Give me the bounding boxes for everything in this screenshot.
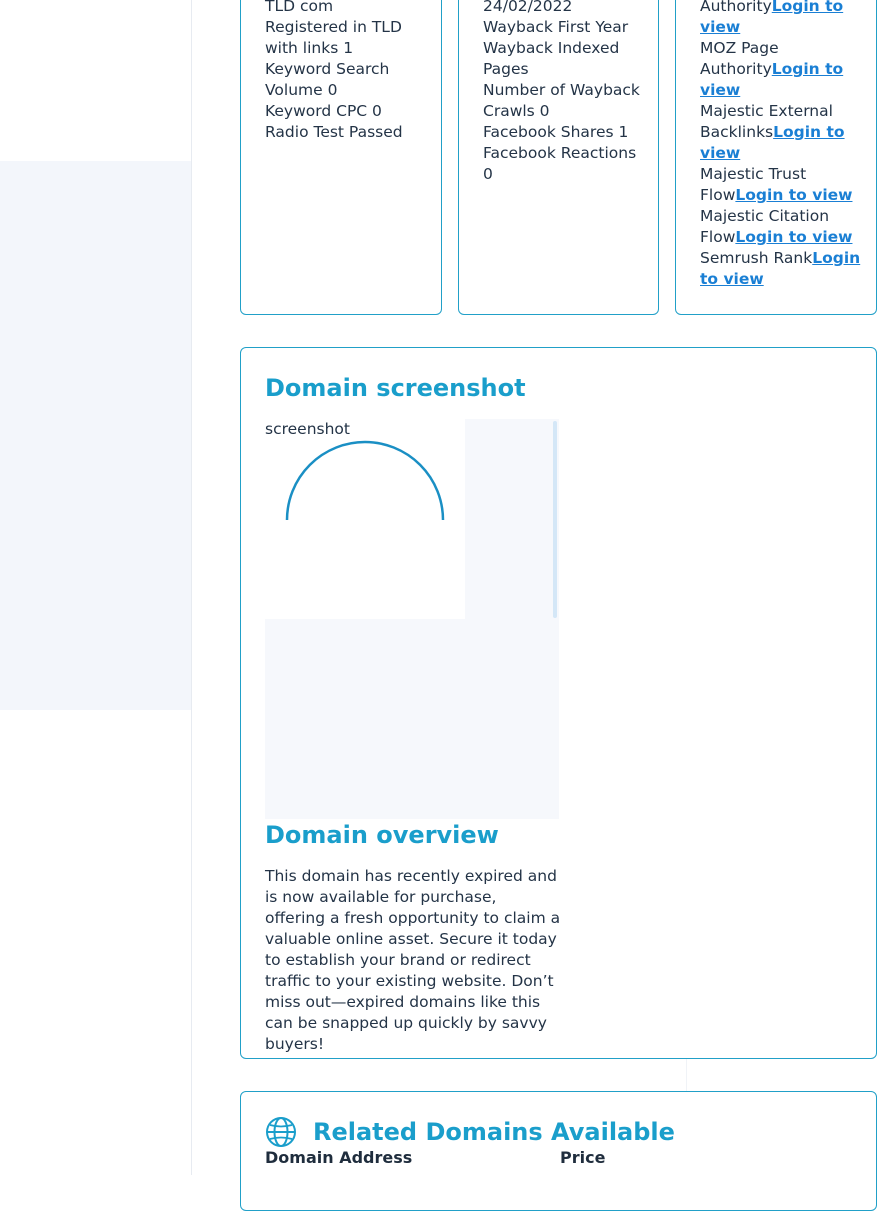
screenshot-image: screenshot — [265, 420, 350, 438]
metric-label: Flow — [700, 186, 736, 204]
metric-line — [700, 122, 870, 143]
column-header-price[interactable]: Price — [560, 1148, 606, 1167]
stats-list-2 — [483, 0, 653, 185]
metric-line — [700, 185, 870, 206]
stat-line: Keyword Search — [265, 60, 390, 78]
metric-line — [700, 17, 870, 38]
login-to-view-link[interactable]: Login — [812, 249, 861, 267]
screenshot-scrollbar[interactable] — [553, 421, 557, 618]
login-to-view-link[interactable]: Login to view — [735, 228, 853, 246]
stat-line: Registered in TLD — [265, 18, 402, 36]
login-to-view-link[interactable]: Login to view — [735, 186, 853, 204]
domain-screenshot-title: Domain screenshot — [265, 374, 526, 402]
metric-line — [700, 248, 870, 269]
metric-label: Authority — [700, 0, 772, 15]
stat-line: Crawls 0 — [483, 102, 550, 120]
login-to-view-link[interactable]: Login to — [771, 0, 844, 15]
stats-list-1 — [265, 0, 435, 143]
stat-line: Keyword CPC 0 — [265, 102, 382, 120]
login-to-view-link[interactable]: Login to — [773, 123, 845, 141]
metric-label: Flow — [700, 228, 736, 246]
login-to-view-link[interactable]: view — [700, 81, 741, 99]
metric-line — [700, 206, 870, 227]
stat-line: Wayback First Year — [483, 18, 629, 36]
domain-overview-title: Domain overview — [265, 821, 499, 849]
metric-label: MOZ Page — [700, 39, 779, 57]
stat-line: TLD com — [265, 0, 334, 15]
column-header-domain[interactable]: Domain Address — [265, 1148, 413, 1167]
stat-line: Radio Test Passed — [265, 123, 403, 141]
metric-label: Authority — [700, 60, 772, 78]
metric-label: Majestic Citation — [700, 207, 830, 225]
metric-line — [700, 80, 870, 101]
metric-line — [700, 143, 870, 164]
stat-line: Volume 0 — [265, 81, 338, 99]
metric-label: Majestic Trust — [700, 165, 807, 183]
metric-line — [700, 101, 870, 122]
metric-line — [700, 227, 870, 248]
stat-line: 0 — [483, 165, 493, 183]
domain-overview-text: This domain has recently expired and is now available for purchase, offering a fresh opportunity to claim a valuable online asset. Secure it today to establish your brand or redirect traffic to your existing website. Don’t miss out—expired domains like this can be snapped up quickly by savvy buyers! — [265, 867, 561, 1053]
stat-line: Facebook Reactions — [483, 144, 637, 162]
login-to-view-link[interactable]: view — [700, 18, 741, 36]
sidebar-panel — [0, 161, 191, 710]
sidebar-divider — [191, 0, 192, 1175]
metric-line — [700, 59, 870, 80]
metric-line — [700, 164, 870, 185]
globe-icon — [265, 1116, 297, 1148]
metric-label: Backlinks — [700, 123, 774, 141]
metric-label: Majestic External — [700, 102, 833, 120]
stat-line: with links 1 — [265, 39, 354, 57]
related-domains-title: Related Domains Available — [313, 1118, 675, 1146]
metric-line — [700, 0, 870, 17]
login-to-view-link[interactable]: Login to — [771, 60, 844, 78]
stat-line: Number of Wayback — [483, 81, 640, 99]
loading-spinner-icon — [285, 440, 445, 600]
metric-label: Semrush Rank — [700, 249, 813, 267]
metric-line — [700, 269, 870, 290]
metric-line — [700, 38, 870, 59]
login-to-view-link[interactable]: to view — [700, 270, 764, 288]
login-to-view-link[interactable]: view — [700, 144, 741, 162]
stat-line: Wayback Indexed — [483, 39, 620, 57]
stat-line: Pages — [483, 60, 529, 78]
stat-line: Facebook Shares 1 — [483, 123, 629, 141]
stat-line: 24/02/2022 — [483, 0, 573, 15]
stats-list-3 — [700, 0, 870, 290]
